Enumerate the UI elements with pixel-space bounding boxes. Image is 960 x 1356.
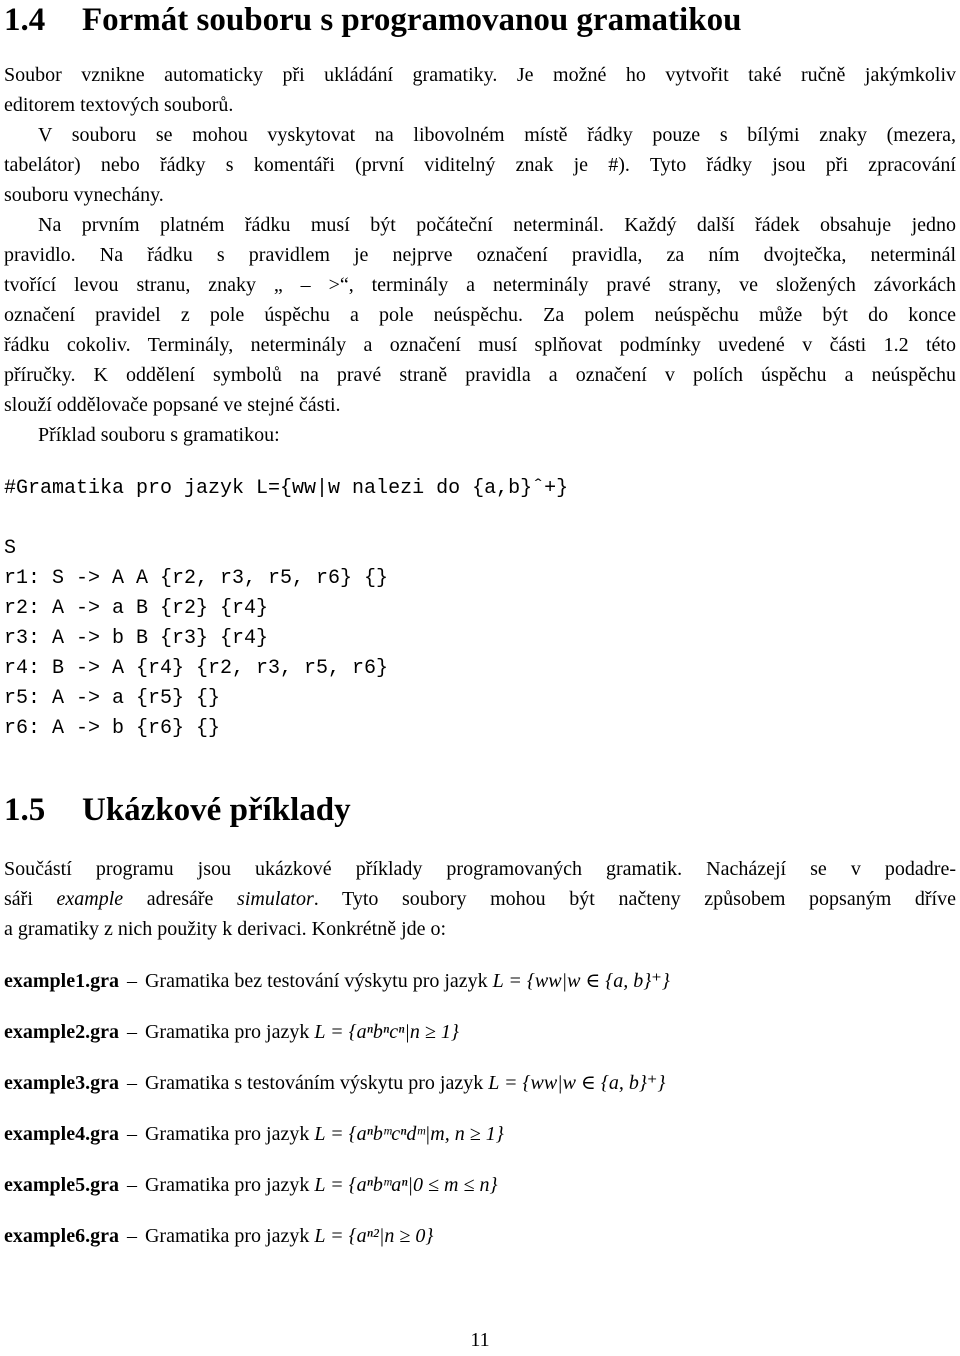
example-file-name: example1.gra	[4, 970, 119, 992]
text-line: Příklad souboru s gramatikou:	[38, 424, 280, 446]
example-description: Gramatika s testováním výskytu pro jazyk	[144, 1072, 484, 1094]
text-line	[4, 884, 956, 914]
text-line: Součástí programu jsou ukázkové příklady programovaných gramatik. Nacházejí se v podadre-	[4, 858, 956, 880]
section-number: 1.5	[4, 792, 46, 828]
text-line: slouží oddělovače popsané ve stejné části.	[4, 394, 341, 416]
code-rule-line: r6: A -> b {r6} {}	[4, 717, 221, 740]
text-fragment: sáři	[4, 888, 57, 910]
section-title: Formát souboru s programovanou gramatikou	[82, 2, 742, 38]
code-rule-line: r2: A -> a B {r2} {r4}	[4, 597, 269, 620]
dash-separator: –	[126, 1225, 137, 1247]
text-line: tabelátor) nebo řádky s komentáři (první viditelný znak je #). Tyto řádky jsou při zpracování	[4, 154, 956, 176]
section-heading-1-4	[4, 0, 741, 40]
section-title: Ukázkové příklady	[82, 792, 351, 828]
dash-separator: –	[126, 970, 137, 992]
code-rule-line: r1: S -> A A {r2, r3, r5, r6} {}	[4, 567, 389, 590]
example-description: Gramatika bez testování výskytu pro jazyk	[144, 970, 488, 992]
example-file-name: example4.gra	[4, 1123, 119, 1145]
code-comment-line: #Gramatika pro jazyk L={ww|w nalezi do {a,b}ˆ+}	[4, 477, 569, 500]
dash-separator: –	[126, 1072, 137, 1094]
text-line: označení pravidel z pole úspěchu a pole neúspěchu. Za polem neúspěchu může být do konce	[4, 304, 956, 326]
text-fragment: adresáře	[123, 888, 238, 910]
page-number: 11	[470, 1329, 490, 1351]
text-line: souboru vynechány.	[4, 184, 164, 206]
text-line: a gramatiky z nich použity k derivaci. Konkrétně jde o:	[4, 918, 447, 940]
example-item	[4, 1068, 665, 1098]
text-line: Soubor vznikne automaticky při ukládání gramatiky. Je možné ho vytvořit také ručně jakýmkoliv	[4, 64, 956, 86]
section-number: 1.4	[4, 2, 46, 38]
text-line: řádku cokoliv. Terminály, neterminály a označení musí splňovat podmínky uvedené v části 1.2 této	[4, 334, 956, 356]
example-file-name: example6.gra	[4, 1225, 119, 1247]
example-description: Gramatika pro jazyk	[144, 1174, 310, 1196]
code-rule-line: r5: A -> a {r5} {}	[4, 687, 221, 710]
language-formula: L = {aⁿbᵐaⁿ|0 ≤ m ≤ n}	[314, 1174, 498, 1196]
paragraph-example-label	[4, 420, 956, 450]
paragraph-whitespace-comments	[4, 120, 956, 210]
paragraph-rules	[4, 210, 956, 420]
code-rule-line: r3: A -> b B {r3} {r4}	[4, 627, 269, 650]
example-item	[4, 1221, 433, 1251]
language-formula: L = {ww|w ∈ {a, b}⁺}	[492, 970, 670, 992]
paragraph-intro	[4, 60, 956, 120]
paragraph-examples-intro	[4, 854, 956, 944]
language-formula: L = {aⁿ²|n ≥ 0}	[314, 1225, 434, 1247]
example-item	[4, 1119, 504, 1149]
text-line: tvořící levou stranu, znaky „ – >“, terminály a neterminály pravé strany, ve složených závorkách	[4, 274, 956, 296]
text-fragment: . Tyto soubory mohou být načteny způsobem popsaným dříve	[313, 888, 956, 910]
code-start-symbol: S	[4, 537, 17, 560]
text-line: V souboru se mohou vyskytovat na libovolném místě řádky pouze s bílými znaky (mezera,	[38, 124, 956, 146]
language-formula: L = {ww|w ∈ {a, b}⁺}	[488, 1072, 666, 1094]
text-line: příručky. K oddělení symbolů na pravé straně pravidla a označení v polích úspěchu a neúspěchu	[4, 364, 956, 386]
dash-separator: –	[126, 1123, 137, 1145]
example-description: Gramatika pro jazyk	[144, 1225, 310, 1247]
example-file-name: example5.gra	[4, 1174, 119, 1196]
example-description: Gramatika pro jazyk	[144, 1021, 310, 1043]
example-description: Gramatika pro jazyk	[144, 1123, 310, 1145]
emphasis-example: example	[56, 888, 124, 910]
dash-separator: –	[126, 1174, 137, 1196]
example-item	[4, 1017, 459, 1047]
text-line: editorem textových souborů.	[4, 94, 234, 116]
text-line: pravidlo. Na řádku s pravidlem je nejprve označení pravidla, za ním dvojtečka, neterminál	[4, 244, 956, 266]
language-formula: L = {aⁿbᵐcⁿdᵐ|m, n ≥ 1}	[314, 1123, 504, 1145]
dash-separator: –	[126, 1021, 137, 1043]
example-item	[4, 966, 670, 996]
text-line: Na prvním platném řádku musí být počáteční neterminál. Každý další řádek obsahuje jedno	[38, 214, 956, 236]
example-item	[4, 1170, 497, 1200]
language-formula: L = {aⁿbⁿcⁿ|n ≥ 1}	[314, 1021, 459, 1043]
example-file-name: example2.gra	[4, 1021, 119, 1043]
code-rule-line: r4: B -> A {r4} {r2, r3, r5, r6}	[4, 657, 389, 680]
emphasis-simulator: simulator	[237, 888, 314, 910]
section-heading-1-5	[4, 790, 351, 830]
example-file-name: example3.gra	[4, 1072, 119, 1094]
